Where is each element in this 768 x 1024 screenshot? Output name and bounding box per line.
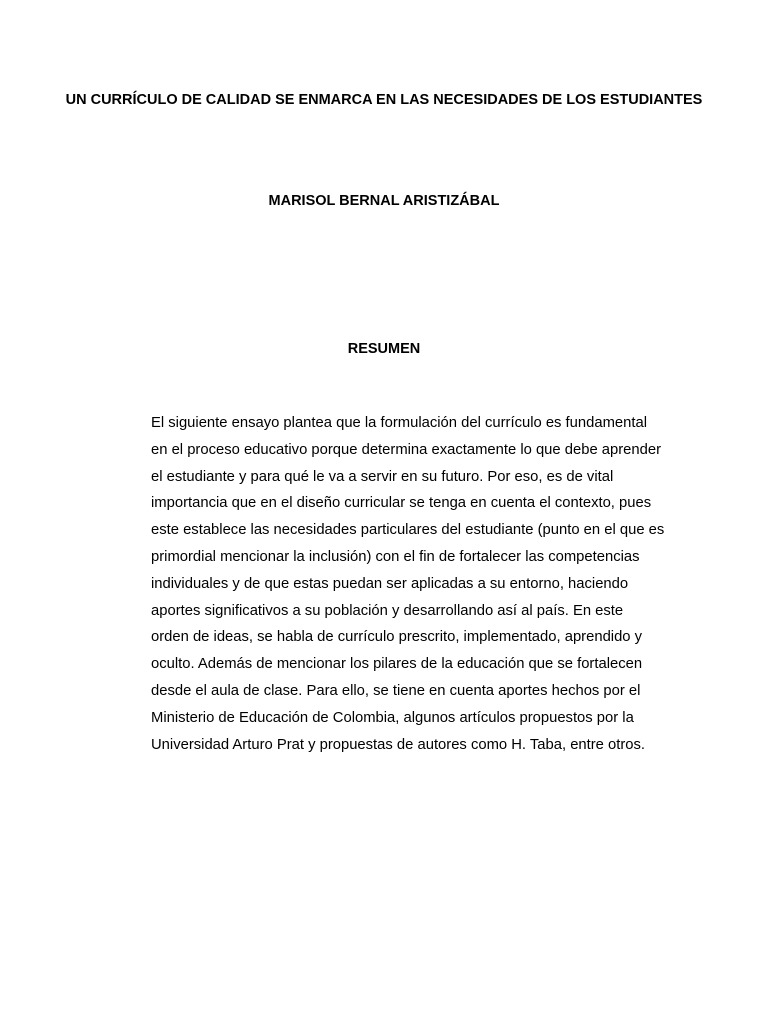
author-name: MARISOL BERNAL ARISTIZÁBAL (268, 193, 500, 209)
abstract-heading: RESUMEN (347, 341, 421, 357)
document-title: UN CURRÍCULO DE CALIDAD SE ENMARCA EN LAS NECESIDADES DE LOS ESTUDIANTES (65, 92, 703, 108)
abstract-paragraph: El siguiente ensayo plantea que la formulación del currículo es fundamental en el proceso educativo porque determina exactamente lo que debe aprender el estudiante y para qué le va a servir en su futuro. Por eso, es de vital importancia que en el diseño curricular se tenga en cuenta el contexto, pues este establece las necesidades particulares del estudiante (punto en el que es primordial mencionar la inclusión) con el fin de fortalecer las competencias individuales y de que estas puedan ser aplicadas a su entorno, haciendo aportes significativos a su población y desarrollando así al país. En este orden de ideas, se habla de currículo prescrito, implementado, aprendido y oculto. Además de mencionar los pilares de la educación que se fortalecen desde el aula de clase. Para ello, se tiene en cuenta aportes hechos por el Ministerio de Educación de Colombia, algunos artículos propuestos por la Universidad Arturo Prat y propuestas de autores como H. Taba, entre otros. (151, 415, 665, 753)
